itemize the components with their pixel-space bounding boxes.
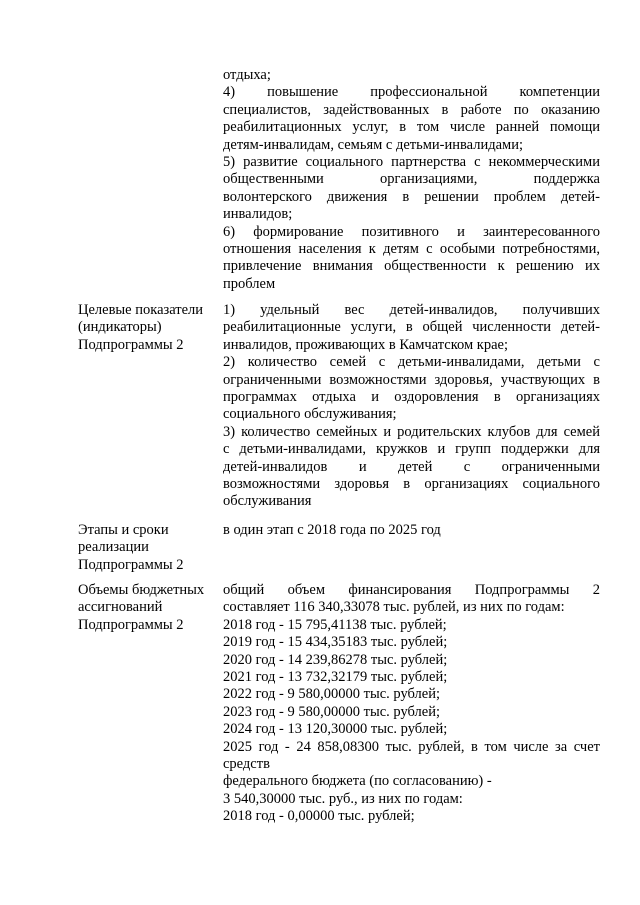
content-line: ограниченными возможностями здоровья, участвующих в — [223, 371, 600, 388]
label-line: Подпрограммы 2 — [78, 336, 184, 353]
content-line: инвалидов; — [223, 206, 293, 223]
content-line: в один этап с 2018 года по 2025 год — [223, 522, 441, 538]
content-line: 6) формирование позитивного и заинтересованного — [223, 223, 600, 240]
content-line: 2019 год - 15 434,35183 тыс. рублей; — [223, 634, 448, 651]
content-line: инвалидов, проживающих в Камчатском крае; — [223, 336, 509, 353]
content-line: детям-инвалидам, семьям с детьми-инвалидами; — [223, 136, 524, 153]
content-line: составляет 116 340,33078 тыс. рублей, из них по годам: — [223, 599, 565, 616]
content-line: проблем — [223, 275, 276, 292]
content-line: отдыха; — [223, 67, 271, 83]
content-line: 5) развитие социального партнерства с некоммерческими — [223, 154, 600, 171]
content-line: детей-инвалидов и детей с ограниченными — [223, 458, 600, 475]
content-line: 2018 год - 15 795,41138 тыс. рублей; — [223, 616, 447, 633]
label-line: Целевые показатели — [78, 302, 204, 318]
content-line: 2023 год - 9 580,00000 тыс. рублей; — [223, 703, 440, 720]
label-line: Объемы бюджетных — [78, 582, 205, 598]
content-line: 2) количество семей с детьми-инвалидами, детьми с — [223, 354, 600, 371]
label-line: Этапы и сроки — [78, 522, 169, 538]
content-line: специалистов, задействованных в работе по оказанию — [223, 101, 600, 118]
section-content — [223, 582, 600, 826]
content-line: волонтерского движения в решении проблем детей- — [223, 188, 600, 205]
content-line: программах отдыха и оздоровления в организациях — [223, 389, 600, 406]
section-label — [78, 302, 223, 354]
content-line: 2021 год - 13 732,32179 тыс. рублей; — [223, 669, 448, 686]
content-line: 4) повышение профессиональной компетенции — [223, 84, 600, 101]
section-label — [78, 582, 223, 634]
content-line: 2018 год - 0,00000 тыс. рублей; — [223, 808, 415, 825]
content-line: средств — [223, 756, 270, 773]
section-content — [223, 302, 600, 511]
content-line: 3 540,30000 тыс. руб., из них по годам: — [223, 790, 463, 807]
section-content — [223, 522, 600, 539]
content-line: с детьми-инвалидами, кружков и групп поддержки для — [223, 441, 600, 458]
content-line: 2022 год - 9 580,00000 тыс. рублей; — [223, 686, 440, 703]
content-line: привлечение внимания общественности к решению их — [223, 258, 600, 275]
label-line: реализации — [78, 539, 149, 556]
content-line: отношения населения к детям с особыми потребностями, — [223, 241, 600, 258]
label-line: Подпрограммы 2 — [78, 556, 184, 573]
content-line: обслуживания — [223, 493, 312, 510]
content-line: возможностями здоровья в организациях социального — [223, 476, 600, 493]
content-line: социального обслуживания; — [223, 406, 397, 423]
content-line: общий объем финансирования Подпрограммы 2 — [223, 582, 600, 598]
content-line: реабилитационных услуг, в том числе ранней помощи — [223, 119, 600, 136]
section-content — [223, 67, 600, 293]
content-line: федерального бюджета (по согласованию) - — [223, 773, 492, 790]
label-line: (индикаторы) — [78, 319, 162, 336]
content-line: 2024 год - 13 120,30000 тыс. рублей; — [223, 721, 448, 738]
label-line: ассигнований — [78, 599, 163, 616]
content-line: общественными организациями, поддержка — [223, 171, 600, 188]
content-line: 1) удельный вес детей-инвалидов, получивших — [223, 302, 600, 318]
content-line: 2020 год - 14 239,86278 тыс. рублей; — [223, 651, 448, 668]
section-label — [78, 522, 223, 574]
content-line: реабилитационные услуги, в общей численности детей- — [223, 319, 600, 336]
content-line: 3) количество семейных и родительских клубов для семей — [223, 423, 600, 440]
content-line: 2025 год - 24 858,08300 тыс. рублей, в том числе за счет — [223, 738, 600, 755]
label-line: Подпрограммы 2 — [78, 616, 184, 633]
